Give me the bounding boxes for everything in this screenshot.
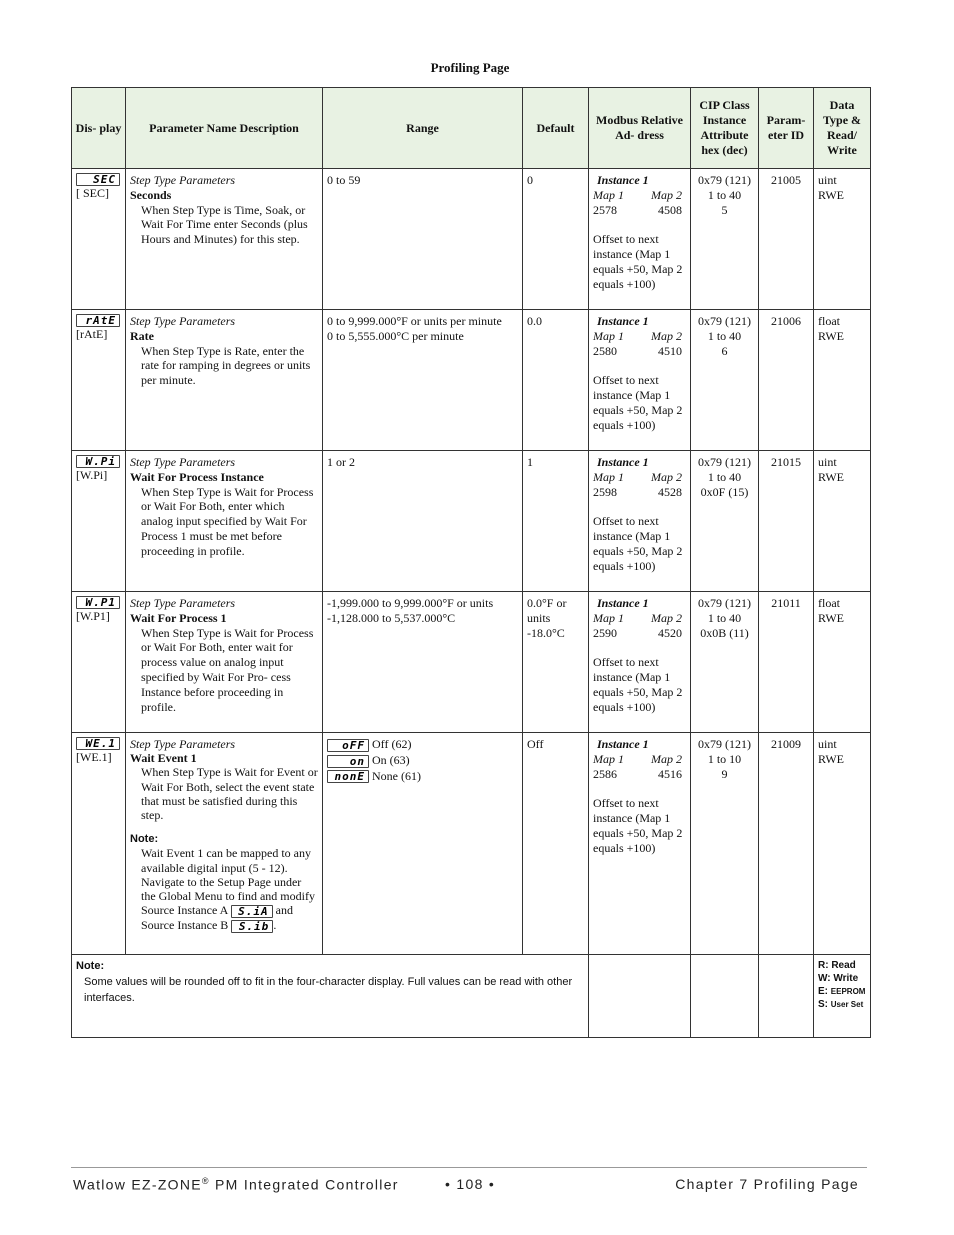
map1-label: Map 1 [593, 328, 624, 343]
col-header-modbus: Modbus Relative Ad- dress [589, 88, 691, 169]
parameter-cell [126, 592, 323, 733]
cip-class: 0x79 (121) [698, 455, 751, 469]
registered-mark: ® [201, 1176, 210, 1186]
data-type-cell [814, 310, 871, 451]
cip-cell [691, 451, 759, 592]
footnote-text: Some values will be rounded off to fit in the four-character display. Full values can be read with other interfaces. [84, 975, 573, 1004]
footer-product [73, 1176, 399, 1193]
offset-note: Offset to next instance (Map 1 equals +50, Map 2 equals +100) [593, 514, 683, 573]
display-cell [72, 310, 126, 451]
page-footer [73, 1176, 859, 1196]
cip-class: 0x79 (121) [698, 173, 751, 187]
modbus-cell [589, 310, 691, 451]
lcd-source-a: S.iA [231, 905, 273, 918]
offset-note: Offset to next instance (Map 1 equals +50, Map 2 equals +100) [593, 373, 683, 432]
lcd-display-code: WE.1 [76, 737, 120, 750]
footnote-title: Note: [76, 960, 105, 972]
col-header-display: Dis- play [72, 88, 126, 169]
data-type: uint [818, 737, 837, 751]
map1-address: 2580 [593, 343, 617, 358]
offset-note: Offset to next instance (Map 1 equals +50, Map 2 equals +100) [593, 655, 683, 714]
display-label: [ SEC] [76, 186, 109, 200]
map1-label: Map 1 [593, 187, 624, 202]
offset-note: Offset to next instance (Map 1 equals +50, Map 2 equals +100) [593, 232, 683, 291]
cip-instance: 1 to 40 [707, 187, 742, 202]
map1-label: Map 1 [593, 469, 624, 484]
parameter-cell [126, 310, 323, 451]
parameter-name: Wait For Process Instance [130, 469, 264, 484]
wait-event-note [130, 846, 318, 932]
data-type: float [818, 314, 840, 328]
cip-cell [691, 169, 759, 310]
range-option [327, 769, 518, 784]
modbus-cell [589, 733, 691, 955]
option-label: On (63) [372, 752, 410, 767]
table-row [72, 310, 871, 451]
option-label: Off (62) [372, 737, 412, 751]
range-cell [323, 310, 523, 451]
range-option [327, 737, 518, 752]
map2-address: 4508 [658, 202, 682, 217]
map1-address: 2598 [593, 484, 617, 499]
parameter-table [71, 87, 871, 1038]
display-label: [WE.1] [76, 750, 112, 764]
read-write: RWE [818, 187, 844, 202]
display-cell [72, 592, 126, 733]
read-write: RWE [818, 751, 844, 766]
display-label: [W.P1] [76, 609, 110, 623]
description: When Step Type is Rate, enter the rate for ramping in degrees or units per minute. [141, 343, 311, 388]
lcd-source-b: S.ib [231, 920, 273, 933]
lcd-display-code: W.Pi [76, 455, 120, 468]
modbus-cell [589, 451, 691, 592]
description: When Step Type is Time, Soak, or Wait For Time enter Seconds (plus Hours and Minutes) for this step. [141, 202, 308, 247]
category: Step Type Parameters [130, 737, 236, 751]
display-cell [72, 451, 126, 592]
option-label: None (61) [372, 768, 421, 783]
header-row [72, 88, 871, 169]
cip-attribute: 6 [721, 343, 728, 358]
modbus-cell [589, 592, 691, 733]
data-type-cell [814, 451, 871, 592]
map2-address: 4528 [658, 484, 682, 499]
default-cell: 0 [523, 169, 589, 310]
map2-label: Map 2 [651, 328, 682, 343]
footer-chapter: Chapter 7 Profiling Page [675, 1176, 859, 1192]
data-type-cell [814, 733, 871, 955]
footer-product-prefix: Watlow EZ-ZONE [73, 1176, 202, 1193]
offset-note: Offset to next instance (Map 1 equals +50, Map 2 equals +100) [593, 796, 683, 855]
range-cell [323, 592, 523, 733]
display-cell [72, 169, 126, 310]
legend-read: R: Read [818, 960, 856, 971]
cip-attribute: 9 [721, 766, 728, 781]
category: Step Type Parameters [130, 173, 236, 187]
map2-address: 4510 [658, 343, 682, 358]
cip-instance: 1 to 40 [707, 328, 742, 343]
param-id-cell: 21005 [759, 169, 814, 310]
lcd-display-code: W.P1 [76, 596, 120, 609]
footer-page-number: • 108 • [445, 1176, 496, 1192]
range-line: 0 to 59 [327, 173, 361, 187]
map1-address: 2578 [593, 202, 617, 217]
cip-attribute: 0x0B (11) [700, 625, 749, 640]
map2-label: Map 2 [651, 469, 682, 484]
footnote-empty-cell [759, 955, 814, 1038]
instance-label: Instance 1 [597, 173, 649, 187]
default-cell: 0.0°F or units -18.0°C [523, 592, 589, 733]
legend-s-key: S: [818, 999, 828, 1010]
instance-label: Instance 1 [597, 455, 649, 469]
parameter-name: Rate [130, 328, 154, 343]
data-type: uint [818, 455, 837, 469]
table-row [72, 451, 871, 592]
modbus-cell [589, 169, 691, 310]
table-row [72, 169, 871, 310]
note-text-a: Wait Event 1 can be mapped to any available digital input (5 - 12). Navigate to the Setup Page under the Global Menu to find and modify Source Instance A [141, 846, 315, 918]
category: Step Type Parameters [130, 596, 236, 610]
data-type: float [818, 596, 840, 610]
rw-legend [814, 955, 871, 1038]
cip-instance: 1 to 40 [707, 469, 742, 484]
default-cell: 1 [523, 451, 589, 592]
note-label: Note: [130, 833, 159, 846]
range-line: -1,128.000 to 5,537.000°C [327, 610, 456, 625]
default-cell: Off [523, 733, 589, 955]
data-type: uint [818, 173, 837, 187]
parameter-cell [126, 733, 323, 955]
footer-product-suffix: PM Integrated Controller [209, 1176, 399, 1193]
instance-label: Instance 1 [597, 596, 649, 610]
legend-s-value: User Set [830, 1000, 864, 1009]
footnote-empty-cell [691, 955, 759, 1038]
display-label: [rAtE] [76, 327, 108, 341]
cip-instance: 1 to 40 [707, 610, 742, 625]
cip-cell [691, 310, 759, 451]
display-cell [72, 733, 126, 955]
lcd-display-code: SEC [76, 173, 120, 186]
note-text-b: and Source Instance B [141, 903, 293, 932]
cip-class: 0x79 (121) [698, 596, 751, 610]
description: When Step Type is Wait for Event or Wait For Both, select the event state that must be satisfied during this step. [141, 765, 318, 823]
map1-address: 2586 [593, 766, 617, 781]
col-header-cip: CIP Class Instance Attribute hex (dec) [691, 88, 759, 169]
map2-address: 4520 [658, 625, 682, 640]
cip-class: 0x79 (121) [698, 737, 751, 751]
cip-cell [691, 592, 759, 733]
map1-label: Map 1 [593, 610, 624, 625]
parameter-name: Wait For Process 1 [130, 610, 227, 625]
table-row [72, 592, 871, 733]
parameter-name: Wait Event 1 [130, 751, 197, 766]
range-line: 0 to 9,999.000°F or units per minute [327, 314, 502, 328]
category: Step Type Parameters [130, 314, 236, 328]
footnote-empty-cell [589, 955, 691, 1038]
legend-e-key: E: [818, 986, 828, 997]
map2-label: Map 2 [651, 751, 682, 766]
param-id-cell: 21011 [759, 592, 814, 733]
read-write: RWE [818, 328, 844, 343]
param-id-cell: 21015 [759, 451, 814, 592]
map1-address: 2590 [593, 625, 617, 640]
read-write: RWE [818, 610, 844, 625]
map2-label: Map 2 [651, 187, 682, 202]
footnote-row [72, 955, 871, 1038]
range-line: -1,999.000 to 9,999.000°F or units [327, 596, 494, 610]
col-header-param-id: Param- eter ID [759, 88, 814, 169]
instance-label: Instance 1 [597, 737, 649, 751]
legend-write: W: Write [818, 973, 859, 984]
description: When Step Type is Wait for Process or Wait For Both, enter wait for process value on analog input specified by Wait For Pro- cess Instance before proceeding in profile. [141, 625, 314, 714]
col-header-parameter: Parameter Name Description [126, 88, 323, 169]
read-write: RWE [818, 469, 844, 484]
col-header-data-type: Data Type & Read/ Write [814, 88, 871, 169]
lcd-option-code: nonE [327, 770, 369, 783]
default-cell: 0.0 [523, 310, 589, 451]
col-header-default: Default [523, 88, 589, 169]
footnote-cell [72, 955, 589, 1038]
range-option [327, 753, 518, 768]
parameter-cell [126, 169, 323, 310]
description: When Step Type is Wait for Process or Wait For Both, enter which analog input specified by Wait For Process 1 must be met before proceeding in profile. [141, 484, 314, 558]
cip-cell [691, 733, 759, 955]
map2-label: Map 2 [651, 610, 682, 625]
table-row [72, 733, 871, 955]
param-id-cell: 21009 [759, 733, 814, 955]
cip-class: 0x79 (121) [698, 314, 751, 328]
footer-divider [71, 1167, 867, 1168]
lcd-option-code: on [327, 755, 369, 768]
col-header-range: Range [323, 88, 523, 169]
range-line: 1 or 2 [327, 455, 355, 469]
lcd-option-code: oFF [327, 739, 369, 752]
parameter-name: Seconds [130, 187, 172, 202]
range-line: 0 to 5,555.000°C per minute [327, 328, 464, 343]
page-heading: Profiling Page [430, 60, 510, 75]
data-type-cell [814, 169, 871, 310]
map1-label: Map 1 [593, 751, 624, 766]
param-id-cell: 21006 [759, 310, 814, 451]
data-type-cell [814, 592, 871, 733]
parameter-cell [126, 451, 323, 592]
category: Step Type Parameters [130, 455, 236, 469]
legend-e-value: EEPROM [830, 987, 866, 996]
range-cell [323, 451, 523, 592]
display-label: [W.Pi] [76, 468, 108, 482]
instance-label: Instance 1 [597, 314, 649, 328]
map2-address: 4516 [658, 766, 682, 781]
note-end: . [273, 917, 277, 932]
cip-instance: 1 to 10 [707, 751, 742, 766]
range-cell [323, 733, 523, 955]
cip-attribute: 0x0F (15) [700, 484, 749, 499]
cip-attribute: 5 [721, 202, 728, 217]
lcd-display-code: rAtE [76, 314, 120, 327]
range-cell [323, 169, 523, 310]
